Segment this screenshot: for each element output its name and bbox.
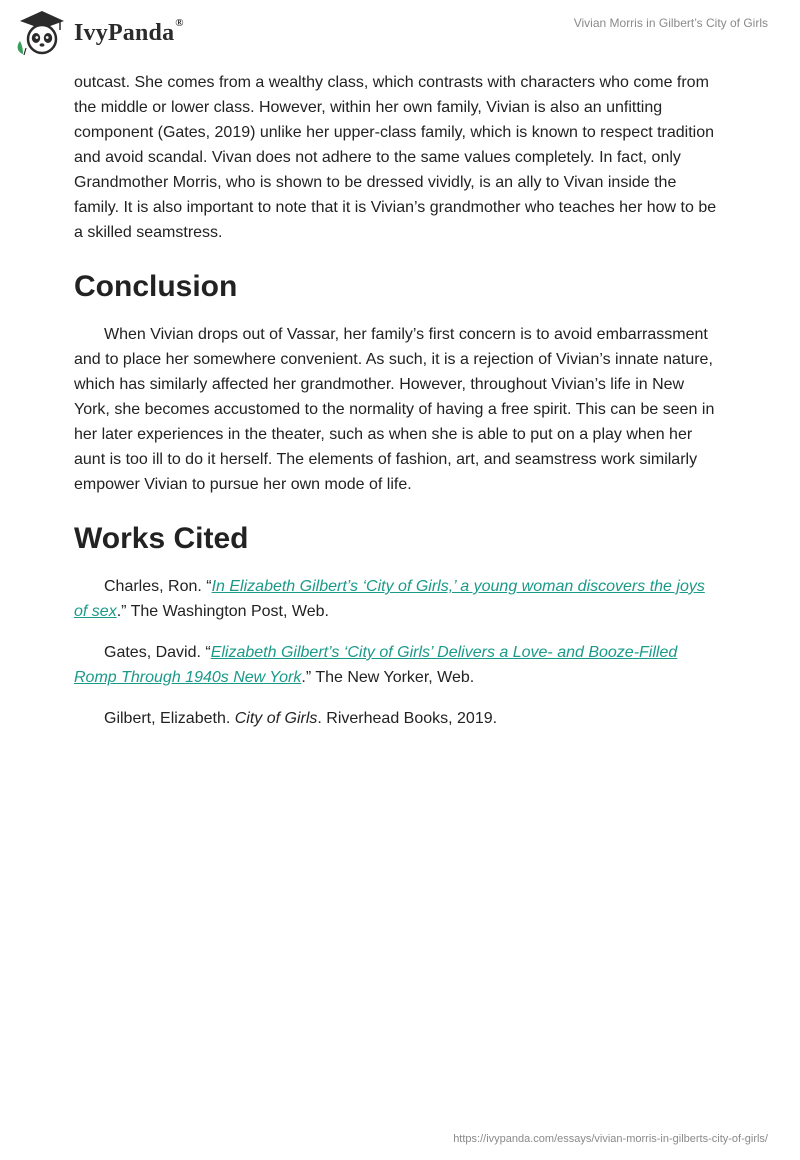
conclusion-heading: Conclusion xyxy=(74,270,238,303)
running-head-title: Vivian Morris in Gilbert’s City of Girls xyxy=(573,16,768,30)
citation-link-washington-post[interactable]: In Elizabeth Gilbert’s ‘City of Girls,’ a young woman discovers the joys of sex xyxy=(74,578,705,620)
citation-gates: Gates, David. “Elizabeth Gilbert’s ‘City of Girls’ Delivers a Love- and Booze-Filled Romp Through 1940s New York.” The New Yorker, Web. xyxy=(74,644,678,686)
citation-link-new-yorker[interactable]: Elizabeth Gilbert’s ‘City of Girls’ Delivers a Love- and Booze-Filled Romp Through 1940s New York xyxy=(74,644,678,686)
works-cited-heading: Works Cited xyxy=(74,522,249,555)
citation-gilbert: Gilbert, Elizabeth. City of Girls. Riverhead Books, 2019. xyxy=(104,710,498,727)
brand-name: IvyPanda® xyxy=(74,17,184,46)
panda-graduate-icon xyxy=(14,8,70,56)
essay-content xyxy=(74,70,722,747)
brand-logo[interactable] xyxy=(14,8,184,56)
conclusion-paragraph: When Vivian drops out of Vassar, her family’s first concern is to avoid embarrassment and to place her somewhere convenient. As such, it is a rejection of Vivian’s innate nature, which has similarly affected her grandmother. However, throughout Vivian’s life in New York, she becomes accustomed to the normality of having a free spirit. This can be seen in her later experiences in the theater, such as when she is able to put on a play when her aunt is too ill to do it herself. The elements of fashion, art, and seamstress work similarly empower Vivian to pursue her own mode of life. xyxy=(74,326,715,493)
citation-charles: Charles, Ron. “In Elizabeth Gilbert’s ‘City of Girls,’ a young woman discovers the joys of sex.” The Washington Post, Web. xyxy=(74,578,705,620)
book-title: City of Girls xyxy=(234,710,318,727)
footer-url: https://ivypanda.com/essays/vivian-morris-in-gilberts-city-of-girls/ xyxy=(453,1133,768,1145)
body-paragraph: outcast. She comes from a wealthy class, which contrasts with characters who come from the middle or lower class. However, within her own family, Vivian is also an unfitting component (Gates, 2019) unlike her upper-class family, which is known to respect tradition and avoid scandal. Vivan does not adhere to the same values completely. In fact, only Grandmother Morris, who is shown to be dressed vividly, is an ally to Vivan inside the family. It is also important to note that it is Vivian’s grandmother who teaches her how to be a skilled seamstress. xyxy=(74,74,717,241)
